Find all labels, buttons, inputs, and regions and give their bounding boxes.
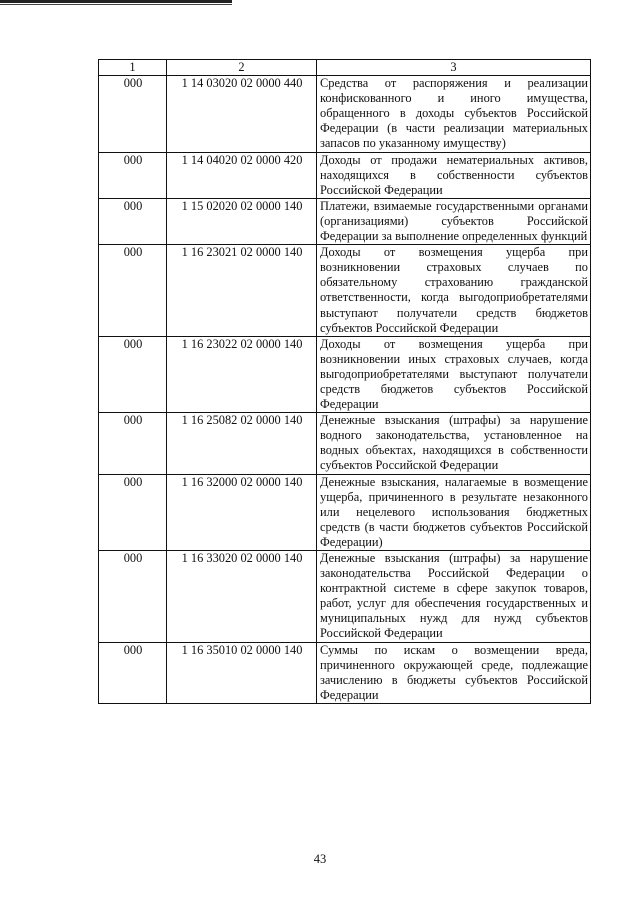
revenue-description-cell: Денежные взыскания (штрафы) за нарушение законодательства Российской Федерации о контрактной системе в сфере закупок товаров, работ, услуг для обеспечения государственных и муниципальных нужд для нужд субъектов Российской Федерации xyxy=(317,551,591,643)
table-row xyxy=(99,76,591,152)
table-row xyxy=(99,198,591,244)
admin-code-cell: 000 xyxy=(99,413,167,474)
document-page xyxy=(98,59,590,704)
column-header-2: 2 xyxy=(167,60,317,76)
admin-code-cell: 000 xyxy=(99,474,167,550)
revenue-description-cell: Суммы по искам о возмещении вреда, причиненного окружающей среде, подлежащие зачислению в бюджеты субъектов Российской Федерации xyxy=(317,642,591,703)
table-header-row xyxy=(99,60,591,76)
kbk-code-cell: 1 16 25082 02 0000 140 xyxy=(167,413,317,474)
admin-code-cell: 000 xyxy=(99,642,167,703)
table-row xyxy=(99,551,591,643)
page-number: 43 xyxy=(313,852,327,866)
table-row xyxy=(99,152,591,198)
kbk-code-cell: 1 16 35010 02 0000 140 xyxy=(167,642,317,703)
revenue-description-cell: Платежи, взимаемые государственными органами (организациями) субъектов Российской Федерации за выполнение определенных функций xyxy=(317,198,591,244)
table-row xyxy=(99,336,591,412)
column-header-1: 1 xyxy=(99,60,167,76)
revenue-description-cell: Доходы от продажи нематериальных активов, находящихся в собственности субъектов Российской Федерации xyxy=(317,152,591,198)
revenue-description-cell: Денежные взыскания (штрафы) за нарушение водного законодательства, установленное на водных объектах, находящихся в собственности субъектов Российской Федерации xyxy=(317,413,591,474)
table-body xyxy=(99,76,591,704)
revenue-description-cell: Средства от распоряжения и реализации конфискованного и иного имущества, обращенного в доходы субъектов Российской Федерации (в части реализации материальных запасов по указанному имуществу) xyxy=(317,76,591,152)
admin-code-cell: 000 xyxy=(99,152,167,198)
admin-code-cell: 000 xyxy=(99,76,167,152)
revenue-description-cell: Денежные взыскания, налагаемые в возмещение ущерба, причиненного в результате незаконного или нецелевого использования бюджетных средств (в части бюджетов субъектов Российской Федерации) xyxy=(317,474,591,550)
kbk-code-cell: 1 16 33020 02 0000 140 xyxy=(167,551,317,643)
admin-code-cell: 000 xyxy=(99,336,167,412)
kbk-code-cell: 1 16 32000 02 0000 140 xyxy=(167,474,317,550)
header-rule xyxy=(0,0,232,3)
table-row xyxy=(99,413,591,474)
admin-code-cell: 000 xyxy=(99,245,167,337)
revenue-description-cell: Доходы от возмещения ущерба при возникновении страховых случаев по обязательному страхованию гражданской ответственности, когда выгодоприобретателями выступают получатели средств бюджетов субъектов Российской Федерации xyxy=(317,245,591,337)
header-rule-thin xyxy=(0,4,232,5)
admin-code-cell: 000 xyxy=(99,198,167,244)
kbk-code-cell: 1 14 03020 02 0000 440 xyxy=(167,76,317,152)
kbk-code-cell: 1 14 04020 02 0000 420 xyxy=(167,152,317,198)
kbk-code-cell: 1 15 02020 02 0000 140 xyxy=(167,198,317,244)
table-row xyxy=(99,474,591,550)
table-row xyxy=(99,245,591,337)
kbk-code-cell: 1 16 23022 02 0000 140 xyxy=(167,336,317,412)
table-row xyxy=(99,642,591,703)
kbk-code-cell: 1 16 23021 02 0000 140 xyxy=(167,245,317,337)
revenue-description-cell: Доходы от возмещения ущерба при возникновении иных страховых случаев, когда выгодоприобретателями выступают получатели средств бюджетов субъектов Российской Федерации xyxy=(317,336,591,412)
admin-code-cell: 000 xyxy=(99,551,167,643)
revenue-codes-table xyxy=(98,59,591,704)
column-header-3: 3 xyxy=(317,60,591,76)
